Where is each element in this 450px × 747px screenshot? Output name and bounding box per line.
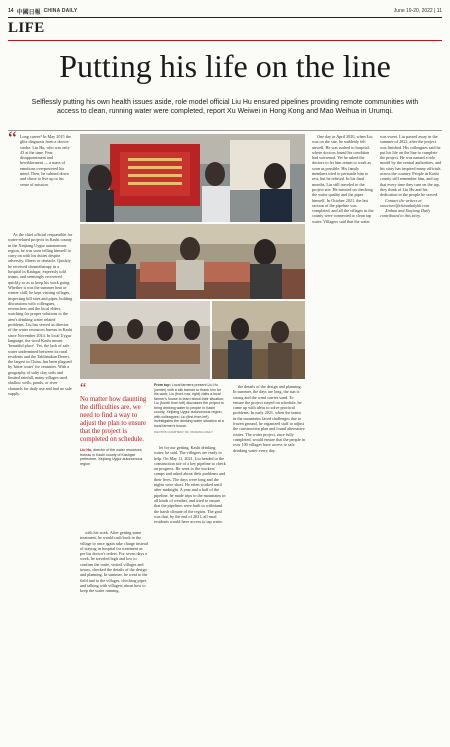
photo-meeting bbox=[80, 301, 210, 379]
column-5-body bbox=[312, 134, 442, 734]
masthead bbox=[8, 7, 77, 16]
masthead-chinese: 中國日報 bbox=[16, 8, 41, 16]
pull-quote bbox=[80, 381, 148, 466]
pull-quote-attribution bbox=[80, 448, 148, 466]
photo-home-visit bbox=[80, 224, 305, 299]
caption-text: Local farmers present Liu Hu (center) with a silk banner to thank him for his work; Liu (front row, right) visits a local farmer's house to learn about their situation; Liu (fourth from left) discusses the project to bring drinking water to people in Kashi county, Xinjiang Uygur autonomous region, with colleagues; Liu (first from left) investigates the drinking water situation at a local farmer's house. bbox=[154, 383, 225, 428]
body-paragraph: the details of the design and planning. In summer, the days are long, the sun is strong and the wind carries sand. To ensure the project stayed on schedule, he came up with ideas to solve practical problems. In early 2021, when the teams in the mountains faced challenges due to frozen ground, he organized staff to adjust the construction plan and found alternative routes. The water project, once fully completed, would ensure that the people in over 100 villages have access to safe drinking water every day. bbox=[233, 384, 305, 453]
column-4-body bbox=[233, 384, 305, 730]
section-label: LIFE bbox=[8, 20, 45, 36]
lead-paragraph: Long career? In May 2015 the glitz diagnosis from a doctor: stroke. Liu Hu, who was only 43 at the time. Fear, disappointment and bewilderment — a mass of emotions overpowered his mind. Then, he calmed down and chose to live up to his sense of mission. bbox=[20, 134, 71, 187]
credit-note: Xinhua and Xinjiang Daily contributed to this story. bbox=[380, 208, 431, 219]
header-rule bbox=[8, 17, 442, 18]
headline: Putting his life on the line bbox=[59, 48, 391, 84]
pull-quote-text: No matter how daunting the difficulties are, we need to find a way to adjust the plan to ensure that the project is completed on schedule. bbox=[80, 396, 147, 443]
body-paragraph: One day in April 2020, when Liu was on the site, he suddenly felt unwell. He was rushed to hospital, where doctors found his condition had worsened. Yet he asked the doctors to let him return to work as soon as possible. His family members tried to persuade him to rest, but he refused. In his final months, Liu still traveled to the project site. He insisted on checking the water quality and the pipes himself. In October 2021, the last section of the pipeline was completed, and all the villages in the county were connected to clean tap water. Villagers said that the water was sweet. Liu passed away in the summer of 2022, after the project was finished. His colleagues said he put his life on the line to complete the project. He was named a role model by the central authorities, and his story has inspired many officials across the country. People in Kashi county still remember him, and say that every time they turn on the tap, they think of Liu Hu and his dedication to the people he served. bbox=[312, 134, 442, 224]
body-paragraph: let for our getting, Kashi drinking water, he said. The villagers are ready to help. On May 11, 2021, Liu headed to the construction site of a key pipeline to check on progress. He went to the workers' camps and asked about their problems and their lives. The days were long and the nights were short. He often worked until after midnight. A year and a half of the pipeline, he made trips to the mountains in all kinds of weather, and tried to ensure that the pipelines were built to withstand the harsh climate of the region. The goal was that, by the end of 2021, all rural residents would have access to tap water. bbox=[154, 445, 226, 525]
quote-mark-icon: “ bbox=[80, 381, 87, 396]
photo-collage bbox=[80, 134, 305, 379]
column-3-body bbox=[154, 445, 226, 730]
contact-line: Contact the writers at xuweiwei@chinadailyhk.com bbox=[380, 197, 430, 208]
photo-caption bbox=[154, 383, 226, 435]
section-rule bbox=[8, 40, 442, 41]
dropcap-quote: “ bbox=[8, 128, 17, 150]
section-header bbox=[8, 20, 45, 37]
body-paragraph: As the chief official responsible for water-related projects in Kashi county in the Xinjiang Uygur autonomous region, he was soon telling himself to carry on with his duties despite adversity, illness or obstacle. Quickly, he received chemotherapy in a hospital in Kashgar, expressly told teams, and seemingly recovered quickly so as to keep his work going. Whether it was the summer heat or winter chill, he kept visiting villages, inspecting hill sites and pipes, holding discussions with colleagues, researchers and the local elders, watching for proper solutions to the area's drinking water related problems. Liu has served as director of the water resources bureau in Kashi since November 2014. In local Uygur language, the word Kashi means 'beautiful place'. Yet, the lack of safe water undermined between its rural residents and the Taklimakan Desert, the largest in China, has been plagued by 'bitter water' for centuries. With a geography of salty clay soils and limited rainfall, many villages used shallow wells, ponds, or river channels for daily use and had no safe supply. bbox=[8, 232, 73, 396]
photo-field-inspection bbox=[212, 301, 305, 379]
dek-text: Selflessly putting his own health issues aside, role model official Liu Hu ensured pipelines providing remote communities with access to clean, running water were completed, report Xu Weiwei in Hong Kong and Mao Weihua in Urumqi. bbox=[31, 99, 419, 115]
body-paragraph: with his work. After getting some treatment, he would rush back to the village to once again take charge instead of staying in hospital for treatment as per his doctor's orders. For seven days a week, he traveled high and low to confirm the route, visited villages and towns, checked the details of the design and planning. In summer, he went to the field and to the villages, checking pipes and talking with villagers about how to keep the water running. bbox=[80, 530, 148, 594]
photo-credit: PHOTOS COURTESY OF XINJIANG DAILY bbox=[154, 430, 213, 434]
masthead-english: CHINA DAILY bbox=[43, 8, 78, 14]
column-1-lead bbox=[20, 134, 73, 229]
pull-quote-name: Liu Hu, bbox=[80, 448, 93, 452]
column-2-body bbox=[80, 530, 148, 730]
photo-banner-presentation bbox=[80, 134, 305, 222]
pull-quote-title: director of the water resources bureau in Kashi county of Kashgar prefecture, Xinjiang Uygur autonomous region bbox=[80, 448, 143, 466]
column-1-body bbox=[8, 232, 73, 722]
page-number-left: 14 bbox=[8, 8, 14, 14]
dek bbox=[30, 98, 420, 116]
caption-label: From top: bbox=[154, 383, 171, 387]
page-header bbox=[8, 6, 442, 16]
date-page: June 19-20, 2022 | 11 bbox=[393, 8, 442, 14]
body-rule bbox=[8, 130, 442, 131]
